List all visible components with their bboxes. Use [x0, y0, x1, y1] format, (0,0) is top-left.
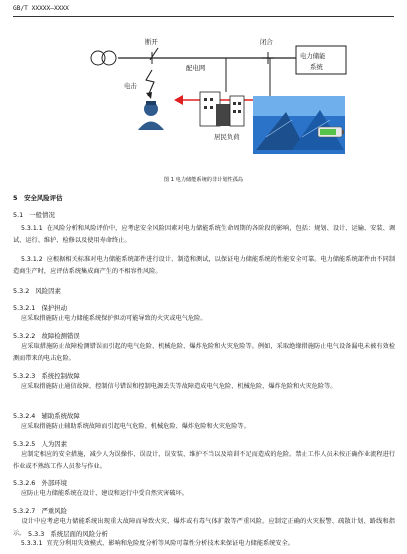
para-5-3-2-2: 应采取措施防止故障检测错误而引起的电气危险、机械危险、爆炸危险和火灾危险等。例如，采取绝缘措施防止电气设备漏电未被有效检测而带来的电击危险。 — [13, 343, 396, 363]
para-5-3-3-1: 5.3.3.1 宜充分利用失效模式、影响和危险度分析等风险可靠性分析技术来保证电力储能系统安全。 — [20, 540, 294, 547]
close-label: 闭合 — [260, 38, 273, 46]
section-5-3-2-1-heading: 5.3.2.1 保护担动 — [13, 304, 68, 312]
houses-icon — [200, 92, 244, 126]
section-5-3-2-heading: 5.3.2 风险因素 — [13, 287, 61, 295]
para-5-3-2-1: 应采取措施防止电力储能系统保护担动可能导致的火灾或电气危险。 — [20, 315, 207, 322]
section-5-3-2-3-heading: 5.3.2.3 系统控制故障 — [13, 372, 80, 380]
storage-label-1: 电力储能 — [300, 52, 326, 60]
para-5-3-2-7: 设计中应考虑电力储能系统出现重大故障而导致火灾、爆炸或有毒气体扩散等严重风险。应制定正确的火灾报警、疏散计划、路线和指示。 — [13, 518, 395, 538]
switch-closed-icon — [262, 52, 274, 64]
section-5-3-2-2-heading: 5.3.2.2 故障检测错误 — [13, 332, 80, 340]
islanding-figure — [0, 0, 407, 180]
standard-code: GB/T XXXXX—XXXX — [13, 5, 69, 12]
disconnect-label: 断开 — [145, 38, 158, 46]
section-5-3-2-5-heading: 5.3.2.5 人为因素 — [13, 440, 68, 448]
para-5-3-2-6: 应防止电力储能系统在设计、建设和运行中受自然灾害破坏。 — [20, 490, 188, 497]
para-5-3-1-2: 5.3.1.2 应根据相关标准对电力储能系统部件进行设计、制造和测试，以保证电力储能系统的性能安全可靠。电力储能系统部件由不同制造商生产时，应评估系统集成商产生的不相容性风险。 — [13, 256, 396, 276]
lightning-icon — [146, 70, 154, 99]
section-5-3-2-4-heading: 5.3.2.4 辅助系统故障 — [13, 412, 80, 420]
para-5-3-2-3: 应采取措施防止通信故障、控制信号错误和控制电源丢失等故障造成电气危险、机械危险、爆炸危险和火灾危险等。 — [20, 383, 337, 390]
section-5-3-2-6-heading: 5.3.2.6 外部环境 — [13, 479, 68, 487]
grid-label: 配电网 — [186, 64, 206, 72]
storage-label-2: 系统 — [310, 63, 323, 71]
transformer-icon — [91, 51, 116, 65]
para-5-3-1-1: 5.3.1.1 在风险分析和风险评价中，应考虑安全风险因素对电力储能系统生命周期的各阶段的影响，包括：规划、设计、运输、安装、调试、运行、维护、检修以及使用寿命终止。 — [13, 225, 396, 245]
figure-caption: 图 1 电力储能系统的非计划性孤岛 — [163, 177, 244, 183]
section-5-3-3-heading: 5.3.3 系统层面的风险分析 — [28, 530, 108, 538]
para-5-3-2-5: 应制定相应的安全措施，减少人为误操作、误设计、误安装、维护不当以及培训不足而造成的危险。禁止工作人员未按正确作业流程进行作业或不熟练工作人员参与作业。 — [13, 451, 396, 471]
section-5-1-heading: 5.1 一般情况 — [13, 211, 55, 219]
switch-open-icon — [150, 48, 158, 64]
section-5-3-2-7-heading: 5.3.2.7 严重风险 — [13, 507, 68, 515]
section-5-heading: 5 安全风险评估 — [13, 194, 63, 202]
worker-label: 电击 — [124, 82, 137, 90]
solar-battery-icon — [253, 96, 345, 154]
para-5-3-2-4: 应采取措施防止辅助系统故障而引起电气危险、机械危险、爆炸危险和火灾危险等。 — [20, 423, 250, 430]
load-label: 居民负荷 — [214, 133, 240, 141]
worker-icon — [138, 101, 164, 130]
